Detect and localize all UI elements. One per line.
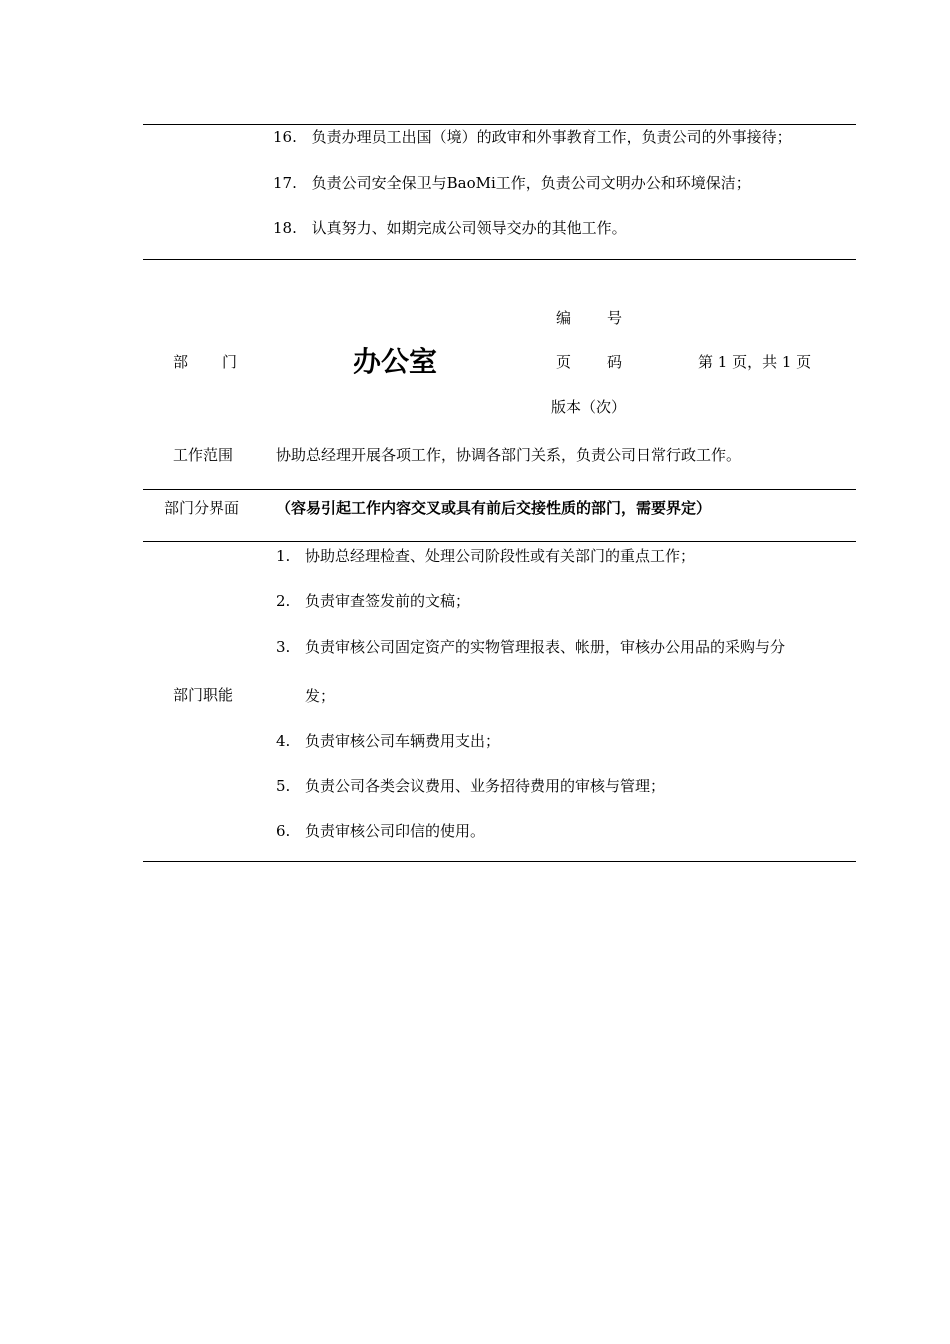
list-item-text: 负责审核公司印信的使用。 bbox=[305, 822, 486, 840]
list-item-text: 负责办理员工出国（境）的政审和外事教育工作，负责公司的外事接待； bbox=[311, 128, 792, 146]
scope-text: 协助总经理开展各项工作，协调各部门关系，负责公司日常行政工作。 bbox=[276, 446, 742, 464]
list-item-number: 2. bbox=[276, 592, 291, 610]
list-item bbox=[276, 591, 471, 611]
table-rule-top bbox=[143, 124, 856, 125]
list-item-number: 4. bbox=[276, 732, 291, 750]
table-rule-bottom bbox=[143, 861, 856, 862]
code-label: 编 号 bbox=[556, 309, 623, 327]
list-item-number: 5. bbox=[276, 777, 291, 795]
functions-label: 部门职能 bbox=[173, 686, 234, 704]
list-item-number: 6. bbox=[276, 822, 291, 840]
list-item-text: 负责公司各类会议费用、业务招待费用的审核与管理； bbox=[305, 777, 666, 795]
list-item bbox=[276, 637, 786, 657]
list-item-number: 16. bbox=[273, 128, 297, 146]
list-item bbox=[273, 173, 751, 193]
department-name: 办公室 bbox=[353, 345, 438, 378]
list-item bbox=[273, 218, 627, 238]
scope-label: 工作范围 bbox=[173, 446, 234, 464]
list-item-text: 负责审查签发前的文稿； bbox=[305, 592, 471, 610]
version-label: 版本（次） bbox=[551, 398, 627, 416]
table-rule bbox=[143, 489, 856, 490]
list-item-continuation: 发； bbox=[305, 687, 336, 705]
list-item-text: 认真努力、如期完成公司领导交办的其他工作。 bbox=[311, 219, 627, 237]
list-item-text: 负责审核公司固定资产的实物管理报表、帐册，审核办公用品的采购与分 bbox=[305, 638, 786, 656]
list-item-number: 1. bbox=[276, 547, 291, 565]
list-item-text: 负责审核公司车辆费用支出； bbox=[305, 732, 501, 750]
interface-label: 部门分界面 bbox=[164, 499, 240, 517]
list-item bbox=[276, 776, 666, 796]
page-number-label: 页 码 bbox=[556, 353, 623, 371]
list-item-text: 负责公司安全保卫与BaoMi工作，负责公司文明办公和环境保洁； bbox=[311, 174, 751, 192]
list-item-text: 协助总经理检查、处理公司阶段性或有关部门的重点工作； bbox=[305, 547, 696, 565]
list-item-number: 3. bbox=[276, 638, 291, 656]
list-item bbox=[276, 546, 696, 566]
list-item-number: 18. bbox=[273, 219, 297, 237]
list-item-number: 17. bbox=[273, 174, 297, 192]
list-item bbox=[276, 821, 486, 841]
table-rule bbox=[143, 541, 856, 542]
list-item bbox=[276, 731, 501, 751]
department-label: 部 门 bbox=[173, 353, 238, 371]
page-number-value: 第 1 页，共 1 页 bbox=[698, 353, 812, 371]
interface-text: （容易引起工作内容交叉或具有前后交接性质的部门，需要界定） bbox=[276, 499, 712, 517]
table-rule bbox=[143, 259, 856, 260]
list-item bbox=[273, 127, 792, 147]
